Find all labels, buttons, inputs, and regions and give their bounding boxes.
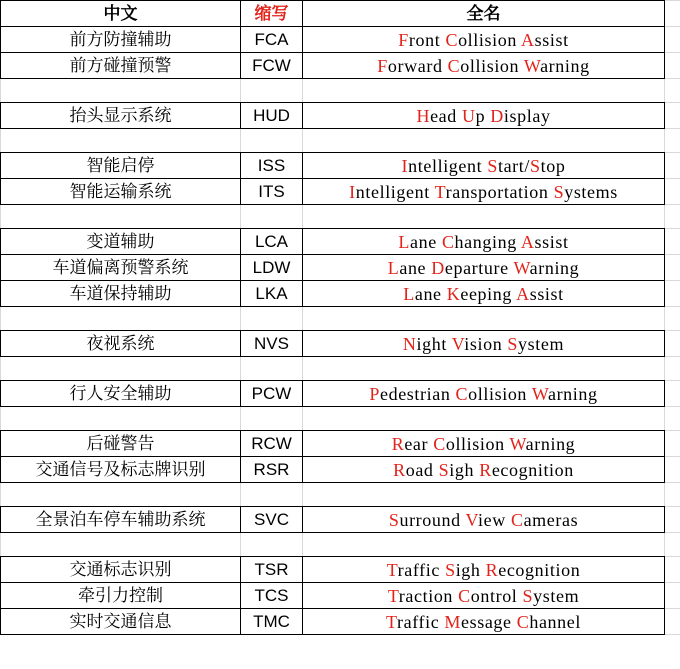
chinese-name-cell[interactable]: 全景泊车停车辅助系统 — [1, 507, 241, 533]
chinese-name-cell[interactable]: 实时交通信息 — [1, 609, 241, 635]
full-name-cell[interactable]: Lane Keeping Assist — [303, 281, 665, 307]
empty-cell[interactable] — [665, 229, 680, 255]
empty-cell[interactable] — [665, 1, 680, 27]
table-row — [1, 381, 680, 407]
header-row — [1, 1, 680, 27]
empty-cell[interactable] — [665, 507, 680, 533]
empty-cell[interactable] — [665, 27, 680, 53]
chinese-name-cell[interactable]: 智能运输系统 — [1, 179, 241, 205]
empty-cell[interactable] — [665, 407, 680, 431]
empty-cell[interactable] — [303, 307, 665, 331]
table-row — [1, 103, 680, 129]
empty-cell[interactable] — [665, 457, 680, 483]
abbreviation-cell[interactable]: RSR — [241, 457, 303, 483]
empty-cell[interactable] — [303, 205, 665, 229]
empty-cell[interactable] — [241, 357, 303, 381]
chinese-name-cell[interactable]: 车道偏离预警系统 — [1, 255, 241, 281]
header-chinese[interactable]: 中文 — [1, 1, 241, 27]
abbreviation-cell[interactable]: PCW — [241, 381, 303, 407]
blank-row — [1, 407, 680, 431]
empty-cell[interactable] — [241, 129, 303, 153]
chinese-name-cell[interactable]: 智能启停 — [1, 153, 241, 179]
abbreviation-cell[interactable]: HUD — [241, 103, 303, 129]
chinese-name-cell[interactable]: 交通信号及标志牌识别 — [1, 457, 241, 483]
empty-cell[interactable] — [241, 483, 303, 507]
empty-cell[interactable] — [665, 205, 680, 229]
empty-cell[interactable] — [303, 407, 665, 431]
full-name-cell[interactable]: Surround View Cameras — [303, 507, 665, 533]
empty-cell[interactable] — [665, 103, 680, 129]
empty-cell[interactable] — [303, 129, 665, 153]
empty-cell[interactable] — [665, 53, 680, 79]
chinese-name-cell[interactable]: 抬头显示系统 — [1, 103, 241, 129]
table-row — [1, 53, 680, 79]
empty-cell[interactable] — [241, 307, 303, 331]
empty-cell[interactable] — [1, 483, 241, 507]
empty-cell[interactable] — [241, 407, 303, 431]
empty-cell[interactable] — [665, 557, 680, 583]
empty-cell[interactable] — [1, 307, 241, 331]
table-row — [1, 609, 680, 635]
empty-cell[interactable] — [1, 357, 241, 381]
table-row — [1, 507, 680, 533]
table-row — [1, 179, 680, 205]
chinese-name-cell[interactable]: 夜视系统 — [1, 331, 241, 357]
table-row — [1, 255, 680, 281]
full-name-cell[interactable]: Road Sigh Recognition — [303, 457, 665, 483]
blank-row — [1, 205, 680, 229]
table-row — [1, 583, 680, 609]
abbreviation-cell[interactable]: ISS — [241, 153, 303, 179]
abbreviation-cell[interactable]: TCS — [241, 583, 303, 609]
empty-cell[interactable] — [1, 533, 241, 557]
chinese-name-cell[interactable]: 牵引力控制 — [1, 583, 241, 609]
table-row — [1, 153, 680, 179]
blank-row — [1, 533, 680, 557]
full-name-cell[interactable]: Forward Collision Warning — [303, 53, 665, 79]
empty-cell[interactable] — [1, 79, 241, 103]
chinese-name-cell[interactable]: 前方碰撞预警 — [1, 53, 241, 79]
table-row — [1, 281, 680, 307]
empty-cell[interactable] — [241, 533, 303, 557]
empty-cell[interactable] — [665, 357, 680, 381]
full-name-cell[interactable]: Lane Changing Assist — [303, 229, 665, 255]
abbreviation-cell[interactable]: SVC — [241, 507, 303, 533]
abbreviation-cell[interactable]: LDW — [241, 255, 303, 281]
empty-cell[interactable] — [1, 205, 241, 229]
empty-cell[interactable] — [303, 533, 665, 557]
empty-cell[interactable] — [665, 307, 680, 331]
chinese-name-cell[interactable]: 行人安全辅助 — [1, 381, 241, 407]
full-name-cell[interactable]: Night Vision System — [303, 331, 665, 357]
empty-cell[interactable] — [665, 281, 680, 307]
empty-cell[interactable] — [665, 609, 680, 635]
chinese-name-cell[interactable]: 变道辅助 — [1, 229, 241, 255]
abbreviation-cell[interactable]: LKA — [241, 281, 303, 307]
full-name-cell[interactable]: Intelligent Start/Stop — [303, 153, 665, 179]
empty-cell[interactable] — [665, 153, 680, 179]
abbreviation-cell[interactable]: FCW — [241, 53, 303, 79]
empty-cell[interactable] — [241, 79, 303, 103]
empty-cell[interactable] — [665, 533, 680, 557]
full-name-cell[interactable]: Traffic Sigh Recognition — [303, 557, 665, 583]
empty-cell[interactable] — [665, 583, 680, 609]
blank-row — [1, 79, 680, 103]
blank-row — [1, 129, 680, 153]
full-name-cell[interactable]: Lane Departure Warning — [303, 255, 665, 281]
abbreviation-cell[interactable]: FCA — [241, 27, 303, 53]
full-name-cell[interactable]: Traction Control System — [303, 583, 665, 609]
table-body — [1, 27, 680, 635]
abbreviation-cell[interactable]: LCA — [241, 229, 303, 255]
empty-cell[interactable] — [665, 431, 680, 457]
abbreviation-cell[interactable]: RCW — [241, 431, 303, 457]
table-row — [1, 331, 680, 357]
full-name-cell[interactable]: Front Collision Assist — [303, 27, 665, 53]
table-row — [1, 229, 680, 255]
full-name-cell[interactable]: Pedestrian Collision Warning — [303, 381, 665, 407]
table-row — [1, 431, 680, 457]
header-full-name[interactable]: 全名 — [303, 1, 665, 27]
full-name-cell[interactable]: Traffic Message Channel — [303, 609, 665, 635]
empty-cell[interactable] — [665, 483, 680, 507]
table-row — [1, 557, 680, 583]
blank-row — [1, 357, 680, 381]
header-abbreviation[interactable]: 缩写 — [241, 1, 303, 27]
empty-cell[interactable] — [665, 179, 680, 205]
chinese-name-cell[interactable]: 交通标志识别 — [1, 557, 241, 583]
empty-cell[interactable] — [303, 357, 665, 381]
full-name-cell[interactable]: Rear Collision Warning — [303, 431, 665, 457]
abbreviation-cell[interactable]: TMC — [241, 609, 303, 635]
chinese-name-cell[interactable]: 车道保持辅助 — [1, 281, 241, 307]
empty-cell[interactable] — [1, 129, 241, 153]
empty-cell[interactable] — [665, 79, 680, 103]
empty-cell[interactable] — [665, 255, 680, 281]
full-name-cell[interactable]: Intelligent Transportation Systems — [303, 179, 665, 205]
full-name-cell[interactable]: Head Up Display — [303, 103, 665, 129]
empty-cell[interactable] — [303, 483, 665, 507]
table-row — [1, 457, 680, 483]
chinese-name-cell[interactable]: 后碰警告 — [1, 431, 241, 457]
empty-cell[interactable] — [241, 205, 303, 229]
abbreviation-cell[interactable]: TSR — [241, 557, 303, 583]
abbreviation-cell[interactable]: ITS — [241, 179, 303, 205]
chinese-name-cell[interactable]: 前方防撞辅助 — [1, 27, 241, 53]
empty-cell[interactable] — [303, 79, 665, 103]
blank-row — [1, 307, 680, 331]
table-row — [1, 27, 680, 53]
empty-cell[interactable] — [665, 381, 680, 407]
empty-cell[interactable] — [665, 129, 680, 153]
abbreviation-cell[interactable]: NVS — [241, 331, 303, 357]
empty-cell[interactable] — [1, 407, 241, 431]
blank-row — [1, 483, 680, 507]
empty-cell[interactable] — [665, 331, 680, 357]
